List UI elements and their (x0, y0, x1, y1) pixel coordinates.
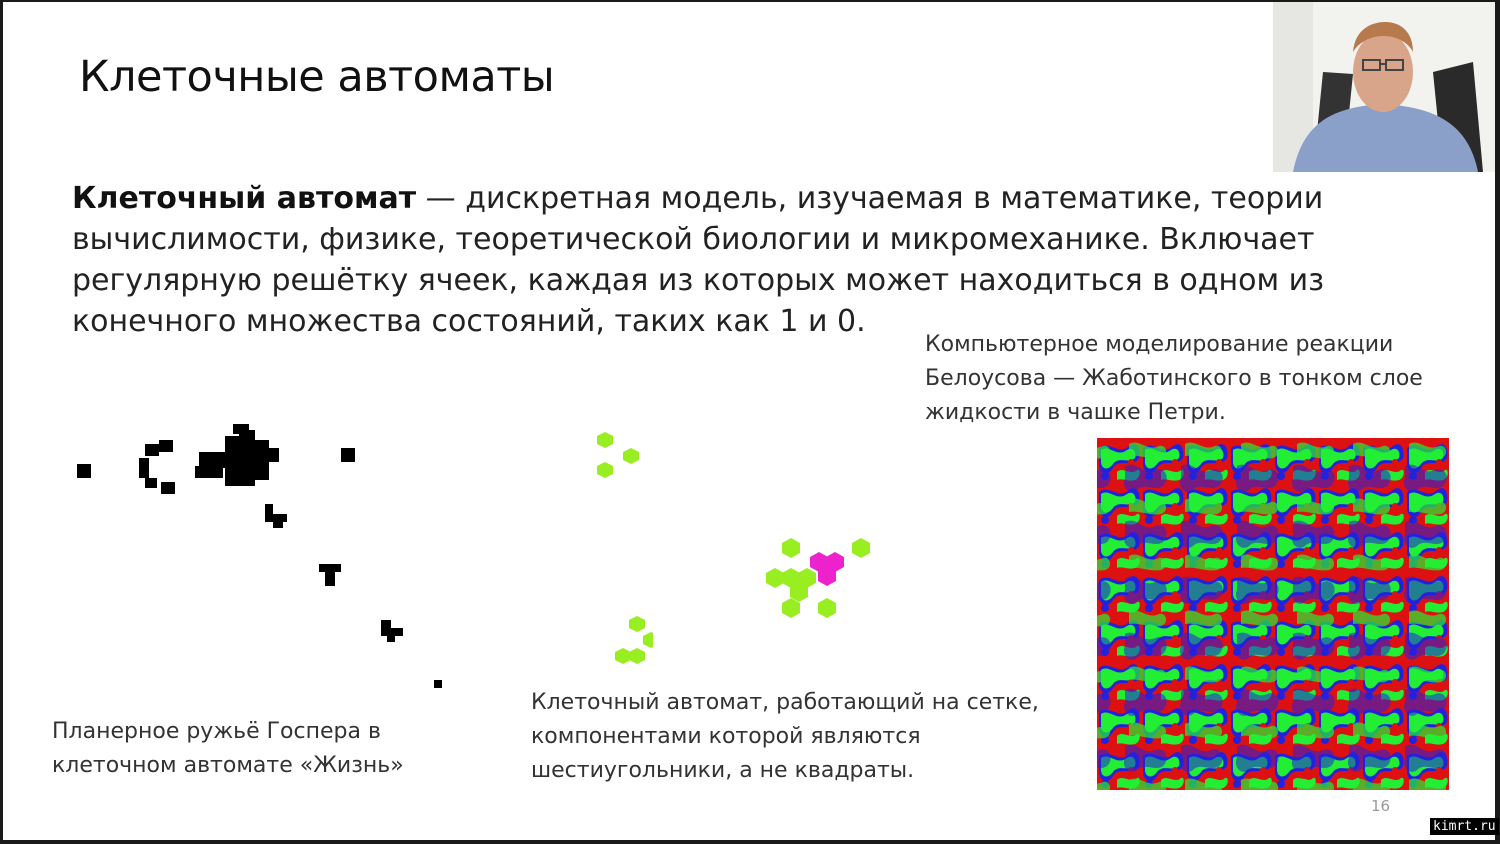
caption-bz-reaction: Компьютерное моделирование реакции Белоусова — Жаботинского в тонком слое жидкости в чашке Петри. (925, 332, 1423, 425)
page-number: 16 (1371, 797, 1391, 815)
hex-automaton-left-image (593, 422, 653, 672)
slide-title: Клеточные автоматы (79, 52, 555, 102)
gosper-glider-gun-image (69, 422, 449, 702)
definition-text: — дискретная модель, изучаемая в математике, теории вычислимости, физике, теоретической биологии и микромеханике. Включает регулярную решётку ячеек, каждая из которых может находиться в одном из конечного множества состояний, таких как 1 и 0. (72, 181, 1325, 339)
caption-gosper-gun: Планерное ружьё Госпера в клеточном автомате «Жизнь» (52, 719, 404, 778)
definition-paragraph (72, 178, 1372, 342)
presenter-webcam (1273, 2, 1495, 172)
bz-reaction-image (1097, 438, 1449, 790)
definition-term: Клеточный автомат (72, 181, 417, 216)
hex-automaton-right-image (763, 422, 883, 622)
caption-hex-automaton: Клеточный автомат, работающий на сетке, компонентами которой являются шестиугольники, а не квадраты. (531, 690, 1039, 783)
site-watermark: kimrt.ru (1430, 818, 1499, 835)
slide (3, 2, 1495, 840)
